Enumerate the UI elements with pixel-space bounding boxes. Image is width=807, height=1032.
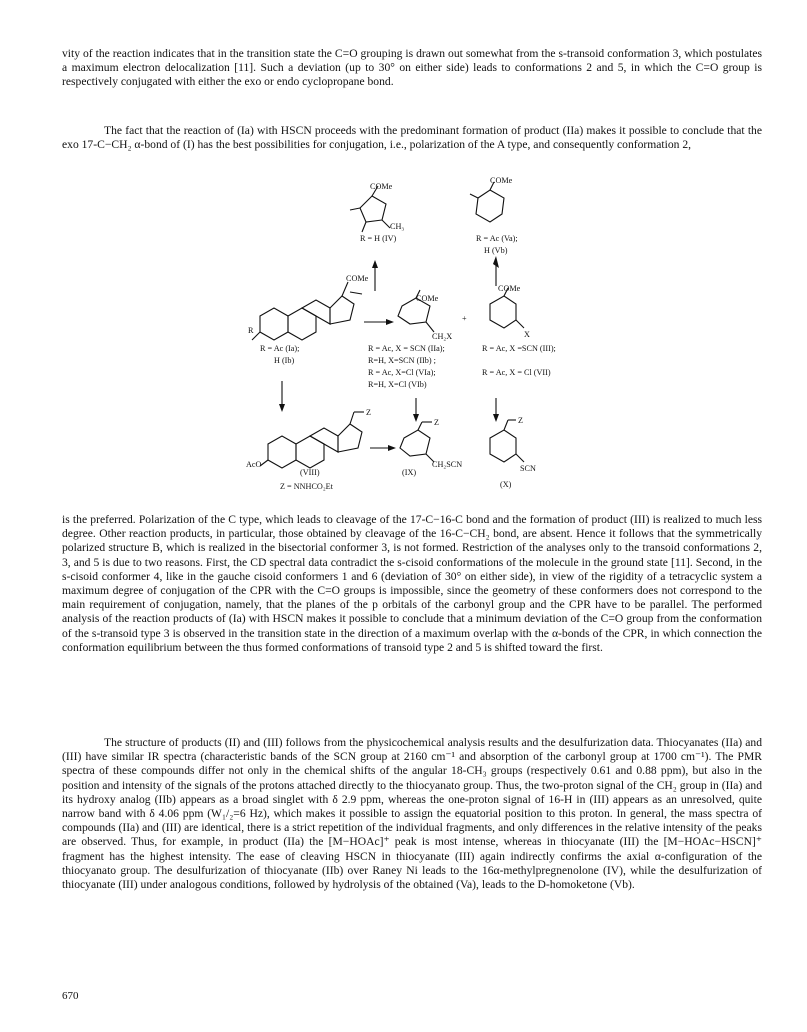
reaction-scheme <box>220 176 600 500</box>
label-r: R <box>248 326 254 335</box>
label-plus: + <box>462 314 467 323</box>
label-vii: R = Ac, X = Cl (VII) <box>482 368 551 377</box>
structure-iv <box>350 186 390 232</box>
scheme-drawing <box>220 176 600 500</box>
label-via: R = Ac, X=Cl (VIa); <box>368 368 436 377</box>
label-z-2: Z <box>434 418 440 427</box>
label-come-3: COMe <box>346 274 369 283</box>
label-iia: R = Ac, X = SCN (IIa); <box>368 344 445 353</box>
label-h-vb: H (Vb) <box>484 246 508 255</box>
structure-v <box>470 182 504 222</box>
label-come-5: COMe <box>498 284 521 293</box>
label-come-2: COMe <box>490 176 513 185</box>
label-r-ac-va: R = Ac (Va); <box>476 234 518 243</box>
label-ra-ia: R = Ac (Ia); <box>260 344 300 353</box>
label-z-3: Z <box>518 416 524 425</box>
label-scn: SCN <box>520 464 536 473</box>
label-x-num: (X) <box>500 480 512 489</box>
label-viii: (VIII) <box>300 468 320 477</box>
structure-ix <box>400 422 434 462</box>
label-ch3: CH₃ <box>390 222 405 231</box>
structure-iii <box>490 288 524 328</box>
label-ch2x: CH₂X <box>432 332 453 341</box>
paragraph-1: vity of the reaction indicates that in the transition state the C=O grouping is drawn out somewhat from the s-transoid conformation 3, which postulates a maximum electron delocalization [11]. Such a deviation (up to 30° on either side) leads to conformations 2 and 5, in which the C=O group is respectively conjugated with either the exo or endo cyclopropane bond. <box>62 47 762 89</box>
structure-i <box>252 282 362 340</box>
label-iii: R = Ac, X =SCN (III); <box>482 344 556 353</box>
label-vib: R=H, X=Cl (VIb) <box>368 380 427 389</box>
label-x: X <box>524 330 530 339</box>
label-r-h-iv: R = H (IV) <box>360 234 397 243</box>
label-come-4: COMe <box>416 294 439 303</box>
paragraph-4: The structure of products (II) and (III) follows from the physicochemical analysis results and the desulfurization data. Thiocyanates (IIa) and (III) have similar IR spectra (characteristic bands of the SCN group at 2160 cm⁻¹ and absorption of the carbonyl group at 1700 cm⁻¹). The PMR spectra of these compounds differ not only in the chemical shifts of the angular 18-CH₃ groups (respectively 0.61 and 0.88 ppm), but also in the position and intensity of the signals of the protons attached directly to the thiocyanato group. Thus, the two-proton signal of the CH₂ group in (IIa) and its hydroxy analog (IIb) appears as a broad singlet with δ 2.9 ppm, whereas the one-proton signal of 16-H in (III) appears as an unresolved, quite narrow band with δ 4.06 ppm (W₁/₂=6 Hz), which makes it possible to assign the equatorial position to this proton. In general, the mass spectra of compounds (IIa) and (III) are identical, there is a strict repetition of the individual fragments, and only differences in the relative intensity of the peaks are observed. Thus, for example, in product (IIa) the [M−HOAc]⁺ peak is most intense, whereas in thiocyanate (III) the [M−HOAc−HSCN]⁺ fragment has the highest intensity. The ease of cleaving HSCN in thiocyanate (III) again indirectly confirms the axial α-configuration of the thiocyanato group. The desulfurization of thiocyanate (IIb) over Raney Ni leads to the 16α-methylpregnenolone (IV), while the desulfurization of thiocyanate (III) under analogous conditions, followed by hydrolysis of the obtained (Va), leads to the D-homoketone (Vb). <box>62 736 762 892</box>
label-ch2scn: CH₂SCN <box>432 460 463 469</box>
label-ix: (IX) <box>402 468 417 477</box>
structure-viii <box>260 412 364 468</box>
label-come-1: COMe <box>370 182 393 191</box>
label-z-1: Z <box>366 408 372 417</box>
structure-x <box>490 420 524 462</box>
label-iib: R=H, X=SCN (IIb) ; <box>368 356 436 365</box>
paragraph-2: The fact that the reaction of (Ia) with HSCN proceeds with the predominant formation of product (IIa) makes it possible to conclude that the exo 17-C−CH₂ α-bond of (I) has the best possibilities for conjugation, i.e., polarization of the A type, and consequently conformation 2, <box>62 124 762 152</box>
label-z-def: Z = NNHCO₂Et <box>280 482 333 491</box>
paragraph-3: is the preferred. Polarization of the C type, which leads to cleavage of the 17-C−16-C bond and the formation of product (III) is realized to much less degree. Other reaction products, in particular, those obtained by cleavage of the 16-C−CH₂ bond, are absent. Hence it follows that the symmetrically polarized structure B, which is realized in the bisectorial conformer 3, is not formed. Restriction of the analyses only to the transoid conformations 2, 3, and 5 is due to two reasons. First, the CD spectral data contradict the s-cisoid conformations of the molecule in the ground state [11]. Second, in the s-cisoid conformer 4, like in the gauche cisoid conformers 1 and 6 (deviation of 30° on either side), in view of the rigidity of a tetracyclic system a maximum degree of conjugation of the CPR with the C=O groups is impossible, since the geometry of these conformers does not correspond to the main requirement of conjugation, namely, that the planes of the p orbitals of the carbonyl group and the CPR have to be parallel. The performed analysis of the reaction products of (Ia) with HSCN makes it possible to conclude that a minimum deviation of the C=O group from the conformation of the s-transoid type 3 is observed in the transition state in the direction of a maximum overlap with the α-bonds of the CPR, in which connection the conformation equilibrium between the thus formed conformations of transoid type 2 and 5 is shifted toward the first. <box>62 513 762 654</box>
label-aco: AcO <box>246 460 262 469</box>
label-h-ib: H (Ib) <box>274 356 295 365</box>
page-number: 670 <box>62 990 79 1002</box>
